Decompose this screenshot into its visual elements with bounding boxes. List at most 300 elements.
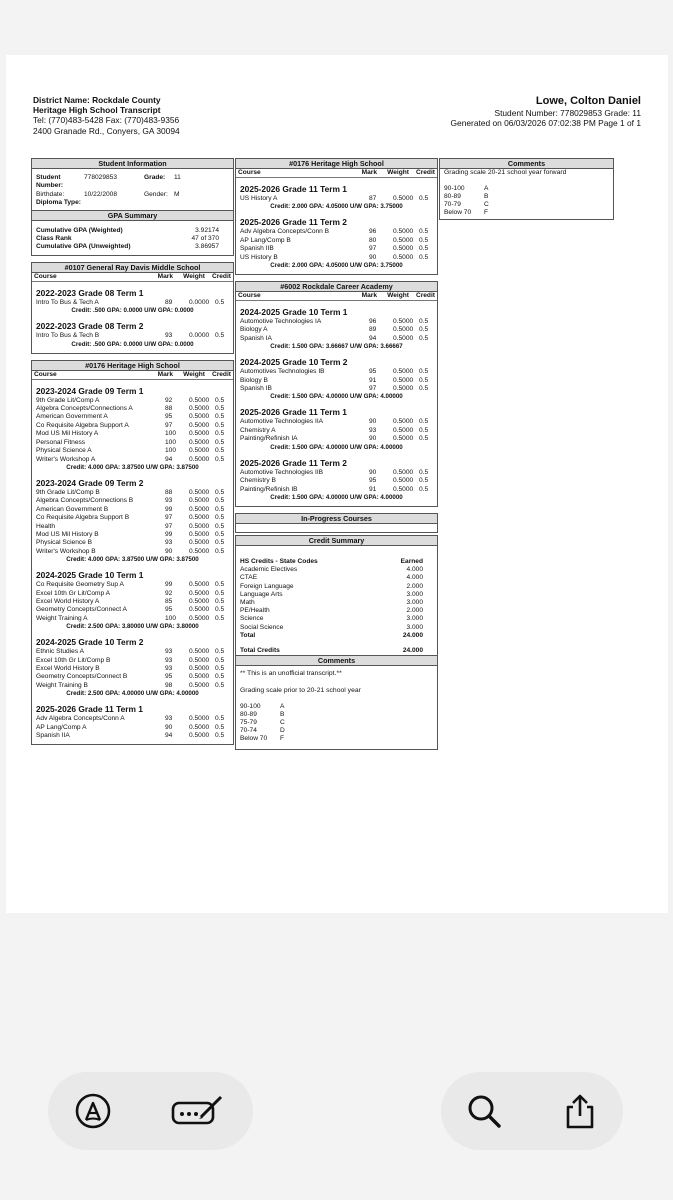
course-credit: 0.5 — [419, 485, 429, 493]
scale-row — [236, 711, 437, 719]
term-title: 2024-2025 Grade 10 Term 2 — [36, 637, 144, 648]
column-header-credit: Credit — [211, 370, 231, 378]
course-mark: 93 — [165, 332, 173, 340]
course-credit: 0.5 — [215, 547, 225, 555]
column-header-credit: Credit — [415, 169, 435, 176]
course-row — [236, 427, 437, 435]
course-mark: 91 — [369, 376, 377, 384]
gpa-label: Class Rank — [36, 235, 72, 243]
course-credit: 0.5 — [419, 245, 429, 253]
course-credit: 0.5 — [215, 505, 225, 513]
field-label: Gender: — [144, 190, 168, 198]
course-row — [32, 405, 233, 413]
course-name: Adv Algebra Concepts/Conn A — [36, 715, 125, 723]
course-weight: 0.5000 — [189, 497, 210, 505]
markup-pen-icon[interactable] — [75, 1093, 111, 1129]
scale-row — [440, 209, 613, 217]
course-credit: 0.5 — [419, 477, 429, 485]
course-name: Physical Science A — [36, 447, 92, 455]
credit-total-row — [236, 632, 437, 640]
scale-grade: C — [280, 719, 285, 727]
credit-row — [236, 583, 437, 591]
field-value: 11 — [174, 174, 181, 181]
gpa-value: 3.86957 — [195, 243, 219, 251]
course-credit: 0.5 — [419, 376, 429, 384]
course-credit: 0.5 — [215, 614, 225, 622]
course-name: Painting/Refinish IA — [240, 435, 298, 443]
course-credit: 0.5 — [419, 418, 429, 426]
course-name: Co Requisite Geometry Sup A — [36, 581, 124, 589]
share-icon[interactable] — [562, 1093, 598, 1129]
course-weight: 0.5000 — [393, 245, 414, 253]
course-weight: 0.5000 — [393, 195, 414, 202]
course-row — [236, 254, 437, 262]
course-name: 9th Grade Lit/Comp A — [36, 396, 100, 404]
credit-area: CTAE — [240, 574, 258, 582]
scale-row — [440, 185, 613, 193]
transcript-page — [6, 55, 668, 913]
career-academy-box — [235, 281, 438, 507]
credit-earned: 3.000 — [406, 623, 423, 631]
course-mark: 99 — [165, 581, 173, 589]
course-name: 9th Grade Lit/Comp B — [36, 488, 100, 496]
grading-scale — [236, 703, 437, 743]
course-name: Automotives Technologies IB — [240, 368, 325, 376]
course-mark: 93 — [165, 648, 173, 656]
course-weight: 0.5000 — [189, 514, 210, 522]
course-weight: 0.5000 — [393, 228, 414, 236]
course-weight: 0.5000 — [189, 413, 210, 421]
course-row — [32, 657, 233, 665]
column-header-weight: Weight — [387, 292, 409, 300]
course-credit: 0.5 — [215, 530, 225, 538]
course-row — [236, 318, 437, 326]
course-weight: 0.5000 — [189, 614, 210, 622]
course-row — [32, 724, 233, 732]
view-toolbar — [441, 1072, 623, 1150]
middle-school-box — [31, 262, 234, 354]
course-row — [236, 245, 437, 253]
course-row — [236, 418, 437, 426]
course-weight: 0.5000 — [393, 326, 414, 334]
credit-row — [236, 607, 437, 615]
gpa-row — [32, 235, 233, 243]
scale-row — [440, 201, 613, 209]
course-credit: 0.5 — [215, 430, 225, 438]
course-row — [236, 377, 437, 385]
course-name: Geometry Concepts/Connect B — [36, 673, 128, 681]
field-value: M — [174, 190, 180, 198]
course-weight: 0.5000 — [393, 334, 414, 342]
gpa-label: Cumulative GPA (Weighted) — [36, 226, 123, 234]
school-title: #6002 Rockdale Career Academy — [236, 282, 437, 292]
course-weight: 0.5000 — [189, 547, 210, 555]
course-name: Health — [36, 522, 56, 530]
course-name: Automotive Technologies IA — [240, 318, 322, 326]
term-title: 2023-2024 Grade 09 Term 1 — [36, 385, 144, 396]
course-weight: 0.5000 — [393, 368, 414, 376]
course-weight: 0.5000 — [393, 318, 414, 326]
course-mark: 89 — [165, 298, 173, 306]
in-progress-box — [235, 513, 438, 533]
course-mark: 89 — [369, 326, 377, 334]
course-credit: 0.5 — [419, 253, 429, 261]
course-row — [32, 715, 233, 723]
course-name: Spanish IB — [240, 385, 272, 393]
course-mark: 100 — [165, 430, 177, 438]
credit-row — [236, 591, 437, 599]
credit-area: PE/Health — [240, 607, 270, 615]
course-row — [32, 682, 233, 690]
course-credit: 0.5 — [419, 426, 429, 434]
student-number-row — [32, 174, 233, 191]
course-credit: 0.5 — [215, 488, 225, 496]
course-weight: 0.5000 — [189, 488, 210, 496]
course-row — [32, 413, 233, 421]
scale-range: 70-74 — [240, 727, 257, 735]
course-name: Mod US Mil History B — [36, 530, 99, 538]
course-mark: 80 — [369, 236, 377, 244]
column-header-mark: Mark — [157, 272, 173, 280]
generated-line: Generated on 06/03/2026 07:02:38 PM Page 1 of 1 — [450, 118, 641, 129]
column-header-row — [32, 273, 233, 282]
course-mark: 97 — [165, 522, 173, 530]
course-weight: 0.5000 — [189, 405, 210, 413]
course-credit: 0.5 — [215, 405, 225, 413]
course-name: Excel 10th Gr Lit/Comp A — [36, 589, 111, 597]
course-row — [32, 606, 233, 614]
term-title: 2025-2026 Grade 11 Term 2 — [240, 217, 347, 228]
scale-range: Below 70 — [240, 735, 268, 743]
scale-grade: D — [280, 727, 285, 735]
school-title: #0176 Heritage High School — [32, 361, 233, 371]
course-weight: 0.5000 — [189, 681, 210, 689]
course-weight: 0.5000 — [393, 468, 414, 476]
gpa-label: Cumulative GPA (Unweighted) — [36, 243, 131, 251]
course-credit: 0.5 — [419, 195, 429, 202]
credit-earned: 3.000 — [406, 615, 423, 623]
course-mark: 97 — [165, 514, 173, 522]
search-icon[interactable] — [466, 1093, 502, 1129]
course-row — [32, 590, 233, 598]
course-mark: 93 — [165, 497, 173, 505]
field-value: 778029853 — [84, 174, 118, 181]
field-label: Student Number: — [36, 174, 64, 190]
school-title: #0107 General Ray Davis Middle School — [32, 263, 233, 273]
total-credits-value: 24.000 — [402, 646, 423, 654]
heritage-left-box — [31, 360, 234, 746]
student-name: Lowe, Colton Daniel — [535, 95, 641, 107]
scale-row — [440, 193, 613, 201]
column-header-row — [236, 292, 437, 301]
course-weight: 0.5000 — [189, 723, 210, 731]
course-credit: 0.5 — [215, 447, 225, 455]
box-title: GPA Summary — [32, 210, 233, 221]
course-weight: 0.5000 — [393, 477, 414, 485]
course-mark: 94 — [165, 732, 173, 740]
course-weight: 0.5000 — [393, 435, 414, 443]
course-mark: 90 — [369, 253, 377, 261]
course-name: Physical Science B — [36, 539, 93, 547]
right-column — [439, 158, 614, 226]
course-name: Chemistry B — [240, 477, 276, 485]
box-title: Comments — [236, 655, 437, 666]
course-weight: 0.5000 — [189, 421, 210, 429]
course-weight: 0.5000 — [189, 505, 210, 513]
field-label: Diploma Type: — [36, 199, 81, 207]
course-name: US History B — [240, 253, 278, 261]
course-weight: 0.5000 — [189, 447, 210, 455]
middle-column — [235, 158, 438, 750]
column-header-row — [32, 371, 233, 380]
field-label: Grade: — [144, 174, 166, 181]
gpa-value: 47 of 370 — [191, 235, 219, 243]
credit-earned: 4.000 — [406, 574, 423, 582]
credit-area: Language Arts — [240, 590, 283, 598]
grading-scale — [440, 185, 613, 217]
term-title: 2025-2026 Grade 11 Term 1 — [240, 407, 347, 418]
term-title: 2025-2026 Grade 11 Term 1 — [36, 704, 143, 715]
course-row — [32, 539, 233, 547]
scale-grade: A — [484, 184, 489, 192]
course-mark: 92 — [165, 589, 173, 597]
credit-earned: 3.000 — [406, 598, 423, 606]
course-mark: 95 — [369, 368, 377, 376]
scale-range: 70-79 — [444, 200, 461, 208]
course-mark: 91 — [369, 485, 377, 493]
term-summary: Credit: 4.000 GPA: 3.87500 U/W GPA: 3.87500 — [66, 556, 199, 564]
course-row — [32, 439, 233, 447]
district-name: District Name: Rockdale County — [33, 95, 161, 105]
column-header-credit: Credit — [415, 292, 435, 300]
course-name: American Government A — [36, 413, 108, 421]
course-name: Personal Fitness — [36, 438, 86, 446]
course-row — [32, 497, 233, 505]
course-mark: 100 — [165, 614, 177, 622]
course-mark: 88 — [165, 488, 173, 496]
course-row — [236, 237, 437, 245]
scale-grade: C — [484, 200, 489, 208]
scale-range: 80-89 — [240, 711, 257, 719]
course-name: Ethnic Studies A — [36, 648, 85, 656]
term-title: 2024-2025 Grade 10 Term 1 — [240, 307, 348, 318]
course-mark: 99 — [165, 505, 173, 513]
course-credit: 0.5 — [419, 228, 429, 236]
course-weight: 0.5000 — [393, 418, 414, 426]
course-name: Weight Training A — [36, 614, 88, 622]
heritage-mid-box — [235, 158, 438, 275]
course-name: Intro To Bus & Tech A — [36, 298, 99, 306]
course-weight: 0.5000 — [393, 485, 414, 493]
scale-row — [236, 735, 437, 743]
term-summary: Credit: 1.500 GPA: 4.00000 U/W GPA: 4.00000 — [270, 493, 403, 501]
course-name: Writer's Workshop B — [36, 547, 96, 555]
course-row — [236, 326, 437, 334]
student-header — [451, 95, 641, 128]
course-mark: 98 — [165, 681, 173, 689]
course-name: Spanish IIA — [36, 732, 70, 740]
course-row — [32, 422, 233, 430]
credit-rows — [236, 566, 437, 632]
course-row — [32, 531, 233, 539]
course-row — [236, 477, 437, 485]
credit-earned: 2.000 — [406, 607, 423, 615]
course-row — [236, 335, 437, 343]
term-summary: Credit: 2.500 GPA: 4.00000 U/W GPA: 4.00000 — [66, 690, 199, 698]
course-credit: 0.5 — [215, 522, 225, 530]
course-row — [32, 332, 233, 340]
transcript-title: Heritage High School Transcript — [33, 105, 161, 116]
course-weight: 0.5000 — [189, 597, 210, 605]
course-weight: 0.5000 — [189, 732, 210, 740]
course-credit: 0.5 — [215, 723, 225, 731]
course-credit: 0.5 — [419, 368, 429, 376]
course-mark: 95 — [165, 413, 173, 421]
course-name: Weight Training B — [36, 681, 88, 689]
course-credit: 0.5 — [419, 435, 429, 443]
signature-icon[interactable] — [169, 1093, 227, 1129]
course-row — [32, 673, 233, 681]
course-credit: 0.5 — [215, 732, 225, 740]
term-title: 2023-2024 Grade 09 Term 2 — [36, 477, 144, 488]
birthdate-row — [32, 191, 233, 199]
course-credit: 0.5 — [215, 514, 225, 522]
term-summary: Credit: 1.500 GPA: 4.00000 U/W GPA: 4.00000 — [270, 393, 403, 401]
course-credit: 0.5 — [215, 396, 225, 404]
term-title: 2025-2026 Grade 11 Term 1 — [240, 184, 347, 194]
scale-row — [236, 727, 437, 735]
scale-range: 75-79 — [240, 719, 257, 727]
course-name: Co Requisite Algebra Support B — [36, 514, 130, 522]
term-summary: Credit: 1.500 GPA: 4.00000 U/W GPA: 4.00000 — [270, 443, 403, 451]
course-name: Excel World History B — [36, 665, 100, 672]
course-row — [32, 506, 233, 514]
course-mark: 97 — [369, 245, 377, 253]
course-name: Co Requisite Algebra Support A — [36, 421, 129, 429]
course-mark: 90 — [369, 435, 377, 443]
course-credit: 0.5 — [215, 497, 225, 505]
course-credit: 0.5 — [419, 334, 429, 342]
credit-area: Foreign Language — [240, 582, 294, 590]
box-title: In-Progress Courses — [236, 514, 437, 524]
student-number-line: Student Number: 778029853 Grade: 11 — [494, 108, 641, 118]
school-phone: Tel: (770)483-5428 Fax: (770)483-9356 — [33, 115, 180, 126]
course-row — [236, 385, 437, 393]
credit-total-label: Total — [240, 631, 256, 639]
course-credit: 0.5 — [215, 539, 225, 547]
course-mark: 93 — [369, 426, 377, 434]
credit-earned: 2.000 — [406, 582, 423, 590]
course-name: Spanish IIB — [240, 245, 274, 253]
course-name: Mod US Mil History A — [36, 430, 99, 438]
course-weight: 0.5000 — [189, 539, 210, 547]
credit-header-row — [236, 558, 437, 566]
course-mark: 90 — [369, 418, 377, 426]
diploma-row — [32, 199, 233, 207]
course-row — [32, 598, 233, 606]
term-summary: Credit: 1.500 GPA: 3.66667 U/W GPA: 3.66667 — [270, 343, 403, 351]
box-title: Comments — [440, 159, 613, 169]
credit-area: Science — [240, 615, 264, 623]
course-mark: 96 — [369, 228, 377, 236]
credit-area: Math — [240, 598, 255, 606]
term-title: 2022-2023 Grade 08 Term 1 — [36, 287, 144, 298]
course-weight: 0.5000 — [393, 385, 414, 393]
scale-row — [236, 719, 437, 727]
course-name: Geometry Concepts/Connect A — [36, 606, 127, 614]
term-summary: Credit: .500 GPA: 0.0000 U/W GPA: 0.0000 — [71, 340, 194, 348]
course-name: Automotive Technologies IIB — [240, 468, 324, 476]
course-weight: 0.5000 — [189, 438, 210, 446]
course-credit: 0.5 — [419, 385, 429, 393]
course-credit: 0.5 — [215, 597, 225, 605]
course-mark: 93 — [165, 665, 173, 672]
credit-row — [236, 574, 437, 582]
column-header-course: Course — [238, 292, 261, 300]
course-name: Chemistry A — [240, 426, 276, 434]
course-weight: 0.5000 — [189, 522, 210, 530]
school-address: 2400 Granade Rd., Conyers, GA 30094 — [33, 125, 180, 136]
course-row — [32, 447, 233, 455]
edit-toolbar — [48, 1072, 253, 1150]
course-credit: 0.5 — [215, 413, 225, 421]
course-weight: 0.0000 — [189, 332, 210, 340]
gpa-row — [32, 243, 233, 251]
course-credit: 0.5 — [215, 332, 225, 340]
course-name: Adv Algebra Concepts/Conn B — [240, 228, 330, 236]
course-mark: 100 — [165, 438, 177, 446]
scale-range: 90-100 — [444, 184, 465, 192]
course-credit: 0.5 — [215, 455, 225, 463]
term-summary: Credit: 2.000 GPA: 4.05000 U/W GPA: 3.75000 — [270, 203, 403, 211]
credit-row — [236, 624, 437, 632]
scale-note: Grading scale 20-21 school year forward — [444, 169, 567, 176]
course-row — [32, 489, 233, 497]
course-weight: 0.5000 — [189, 665, 210, 672]
course-mark: 93 — [165, 539, 173, 547]
course-weight: 0.5000 — [189, 396, 210, 404]
course-mark: 88 — [165, 405, 173, 413]
course-mark: 94 — [369, 334, 377, 342]
course-name: Biology A — [240, 326, 268, 334]
course-weight: 0.5000 — [393, 426, 414, 434]
student-information-box — [31, 158, 234, 256]
course-weight: 0.5000 — [189, 530, 210, 538]
course-credit: 0.5 — [215, 673, 225, 681]
scale-row — [236, 703, 437, 711]
field-label: Birthdate: — [36, 190, 65, 198]
course-mark: 87 — [369, 195, 377, 202]
course-row — [32, 665, 233, 673]
course-weight: 0.5000 — [189, 606, 210, 614]
course-credit: 0.5 — [215, 665, 225, 672]
course-mark: 97 — [165, 421, 173, 429]
column-header-mark: Mark — [157, 370, 173, 378]
course-name: Algebra Concepts/Connections B — [36, 497, 134, 505]
course-credit: 0.5 — [215, 581, 225, 589]
course-name: Algebra Concepts/Connections A — [36, 405, 133, 413]
column-header-mark: Mark — [361, 169, 377, 176]
column-header-mark: Mark — [361, 292, 377, 300]
course-credit: 0.5 — [215, 421, 225, 429]
course-mark: 96 — [369, 318, 377, 326]
gpa-value: 3.92174 — [195, 226, 219, 234]
column-header-row — [236, 169, 437, 178]
term-summary: Credit: 2.000 GPA: 4.05000 U/W GPA: 3.75000 — [270, 262, 403, 270]
course-weight: 0.5000 — [189, 648, 210, 656]
course-mark: 99 — [165, 530, 173, 538]
column-header-weight: Weight — [387, 169, 409, 176]
